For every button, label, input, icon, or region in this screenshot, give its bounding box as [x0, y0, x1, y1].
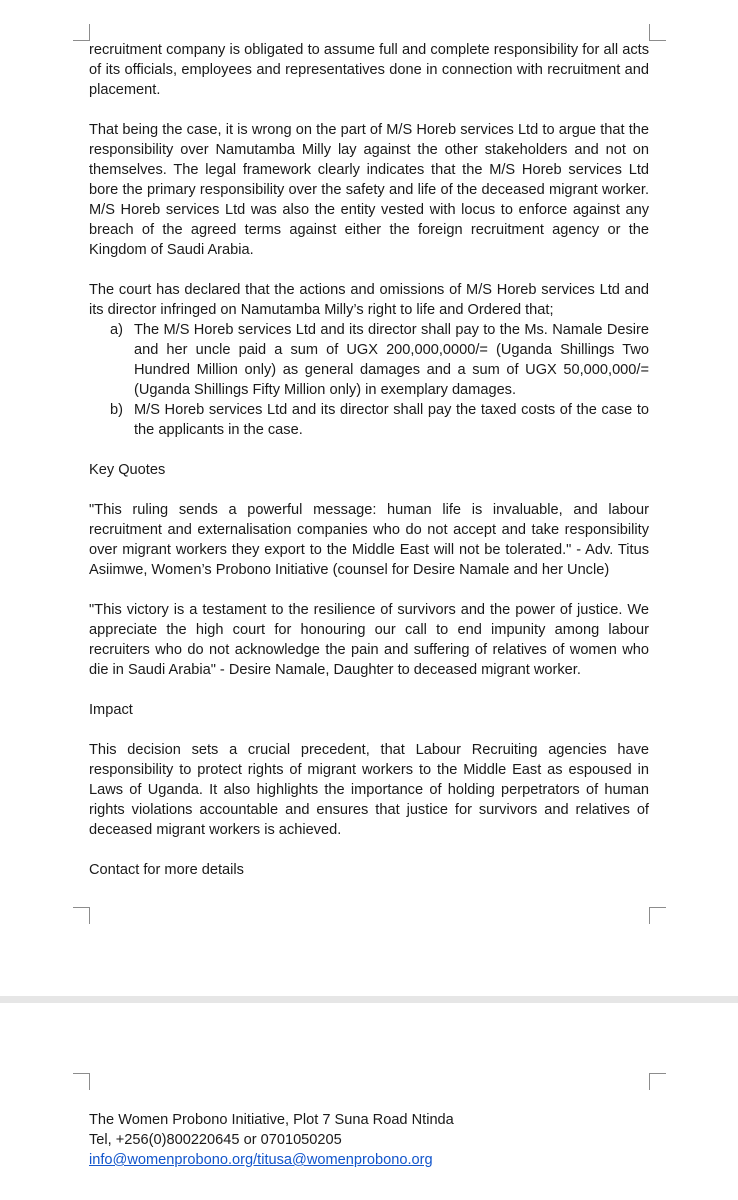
document-body [89, 40, 649, 880]
footer-address: The Women Probono Initiative, Plot 7 Suna Road Ntinda [89, 1112, 454, 1128]
page-corner-mark [73, 907, 90, 924]
quote-titus-asiimwe: "This ruling sends a powerful message: human life is invaluable, and labour recruitment and externalisation companies who do not accept and take responsibility over migrant workers they export to the Middle East will not be tolerated." - Adv. Titus Asiimwe, Women’s Probono Initiative (counsel for Desire Namale and her Uncle) [89, 502, 649, 578]
document-page-2 [0, 1003, 738, 1200]
footer-telephone: Tel, +256(0)800220645 or 0701050205 [89, 1132, 342, 1148]
page-corner-mark [73, 1073, 90, 1090]
paragraph-court-declaration: The court has declared that the actions and omissions of M/S Horeb services Ltd and its director infringed on Namutamba Milly’s right to life and Ordered that; [89, 282, 649, 318]
court-order-item [110, 400, 649, 440]
court-orders-list [89, 320, 649, 440]
heading-contact: Contact for more details [89, 862, 244, 878]
list-marker: a) [110, 322, 123, 338]
paragraph-impact: This decision sets a crucial precedent, that Labour Recruiting agencies have responsibility to protect rights of migrant workers to the Middle East as espoused in Laws of Uganda. It also highlights the importance of holding perpetrators of human rights violations accountable and ensures that justice for survivors and relatives of deceased migrant workers is achieved. [89, 742, 649, 838]
quote-desire-namale: "This victory is a testament to the resilience of survivors and the power of justice. We appreciate the high court for honouring our call to end impunity among labour recruiters who do not acknowledge the pain and suffering of relatives of women who die in Saudi Arabia" - Desire Namale, Daughter to deceased migrant worker. [89, 602, 649, 678]
footer-contact [89, 1110, 454, 1170]
court-order-item [110, 320, 649, 400]
paragraph-argument: That being the case, it is wrong on the part of M/S Horeb services Ltd to argue that the responsibility over Namutamba Milly lay against the other stakeholders and not on themselves. The legal framework clearly indicates that the M/S Horeb services Ltd bore the primary responsibility over the safety and life of the deceased migrant worker. M/S Horeb services Ltd was also the entity vested with locus to enforce against any breach of the agreed terms against either the foreign recruitment agency or the Kingdom of Saudi Arabia. [89, 122, 649, 258]
heading-impact: Impact [89, 702, 133, 718]
page-break [0, 996, 738, 1003]
court-order-text: M/S Horeb services Ltd and its director shall pay the taxed costs of the case to the applicants in the case. [134, 402, 649, 438]
page-corner-mark [649, 907, 666, 924]
paragraph-responsibility: recruitment company is obligated to assume full and complete responsibility for all acts of its officials, employees and representatives done in connection with recruitment and placement. [89, 42, 649, 98]
list-marker: b) [110, 402, 123, 418]
heading-key-quotes: Key Quotes [89, 462, 166, 478]
page-corner-mark [73, 24, 90, 41]
page-corner-mark [649, 1073, 666, 1090]
court-order-text: The M/S Horeb services Ltd and its director shall pay to the Ms. Namale Desire and her uncle paid a sum of UGX 200,000,0000/= (Uganda Shillings Two Hundred Million only) as general damages and a sum of UGX 50,000,000/=(Uganda Shillings Fifty Million only) in exemplary damages. [134, 322, 649, 398]
page-corner-mark [649, 24, 666, 41]
footer-email-link[interactable]: info@womenprobono.org/titusa@womenprobono.org [89, 1152, 433, 1168]
